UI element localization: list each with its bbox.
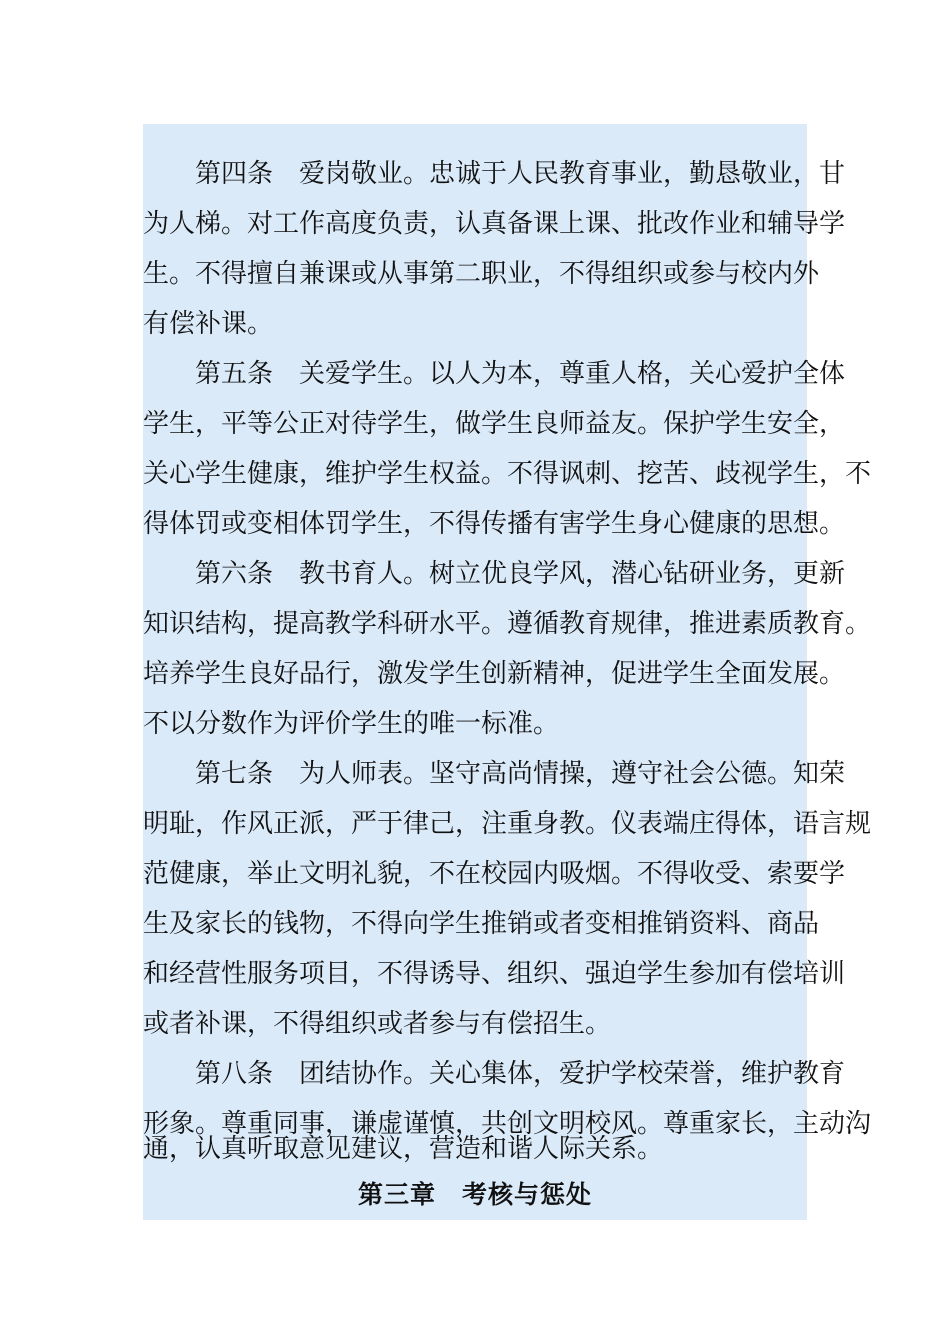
- article-6-line-4: 不以分数作为评价学生的唯一标准。: [143, 709, 560, 739]
- article-4-line-2: 为人梯。对工作高度负责，认真备课上课、批改作业和辅导学: [143, 209, 846, 239]
- article-5-line-2: 学生，平等公正对待学生，做学生良师益友。保护学生安全，: [143, 409, 846, 439]
- article-6-line-3: 培养学生良好品行，激发学生创新精神，促进学生全面发展。: [143, 659, 846, 689]
- article-6-line-2: 知识结构，提高教学科研水平。遵循教育规律，推进素质教育。: [143, 609, 872, 639]
- article-4-line-3: 生。不得擅自兼课或从事第二职业，不得组织或参与校内外: [143, 259, 820, 289]
- article-5-line-4: 得体罚或变相体罚学生，不得传播有害学生身心健康的思想。: [143, 509, 846, 539]
- chapter-3-title: 第三章 考核与惩处: [357, 1180, 592, 1209]
- article-8-line-1: 第八条 团结协作。关心集体，爱护学校荣誉，维护教育: [195, 1059, 846, 1089]
- article-7-line-1: 第七条 为人师表。坚守高尚情操，遵守社会公德。知荣: [195, 759, 846, 789]
- article-8-line-2: 形象。尊重同事，谦虚谨慎，共创文明校风。尊重家长，主动沟: [143, 1109, 872, 1139]
- article-4-line-4: 有偿补课。: [143, 309, 274, 339]
- article-7-line-3: 范健康，举止文明礼貌，不在校园内吸烟。不得收受、索要学: [143, 859, 846, 889]
- article-7-line-4: 生及家长的钱物，不得向学生推销或者变相推销资料、商品: [143, 909, 820, 939]
- article-7-line-5: 和经营性服务项目，不得诱导、组织、强迫学生参加有偿培训: [143, 959, 846, 989]
- article-7-line-2: 明耻，作风正派，严于律己，注重身教。仪表端庄得体，语言规: [143, 809, 872, 839]
- article-5-line-3: 关心学生健康，维护学生权益。不得讽刺、挖苦、歧视学生，不: [143, 459, 872, 489]
- article-6-line-1: 第六条 教书育人。树立优良学风，潜心钻研业务，更新: [195, 559, 846, 589]
- article-8-line-3: 通，认真听取意见建议，营造和谐人际关系。: [143, 1134, 664, 1164]
- article-7-line-6: 或者补课，不得组织或者参与有偿招生。: [143, 1009, 612, 1039]
- article-4-line-1: 第四条 爱岗敬业。忠诚于人民教育事业，勤恳敬业，甘: [195, 159, 846, 189]
- article-5-line-1: 第五条 关爱学生。以人为本，尊重人格，关心爱护全体: [195, 359, 846, 389]
- document-text-block: [143, 124, 872, 1220]
